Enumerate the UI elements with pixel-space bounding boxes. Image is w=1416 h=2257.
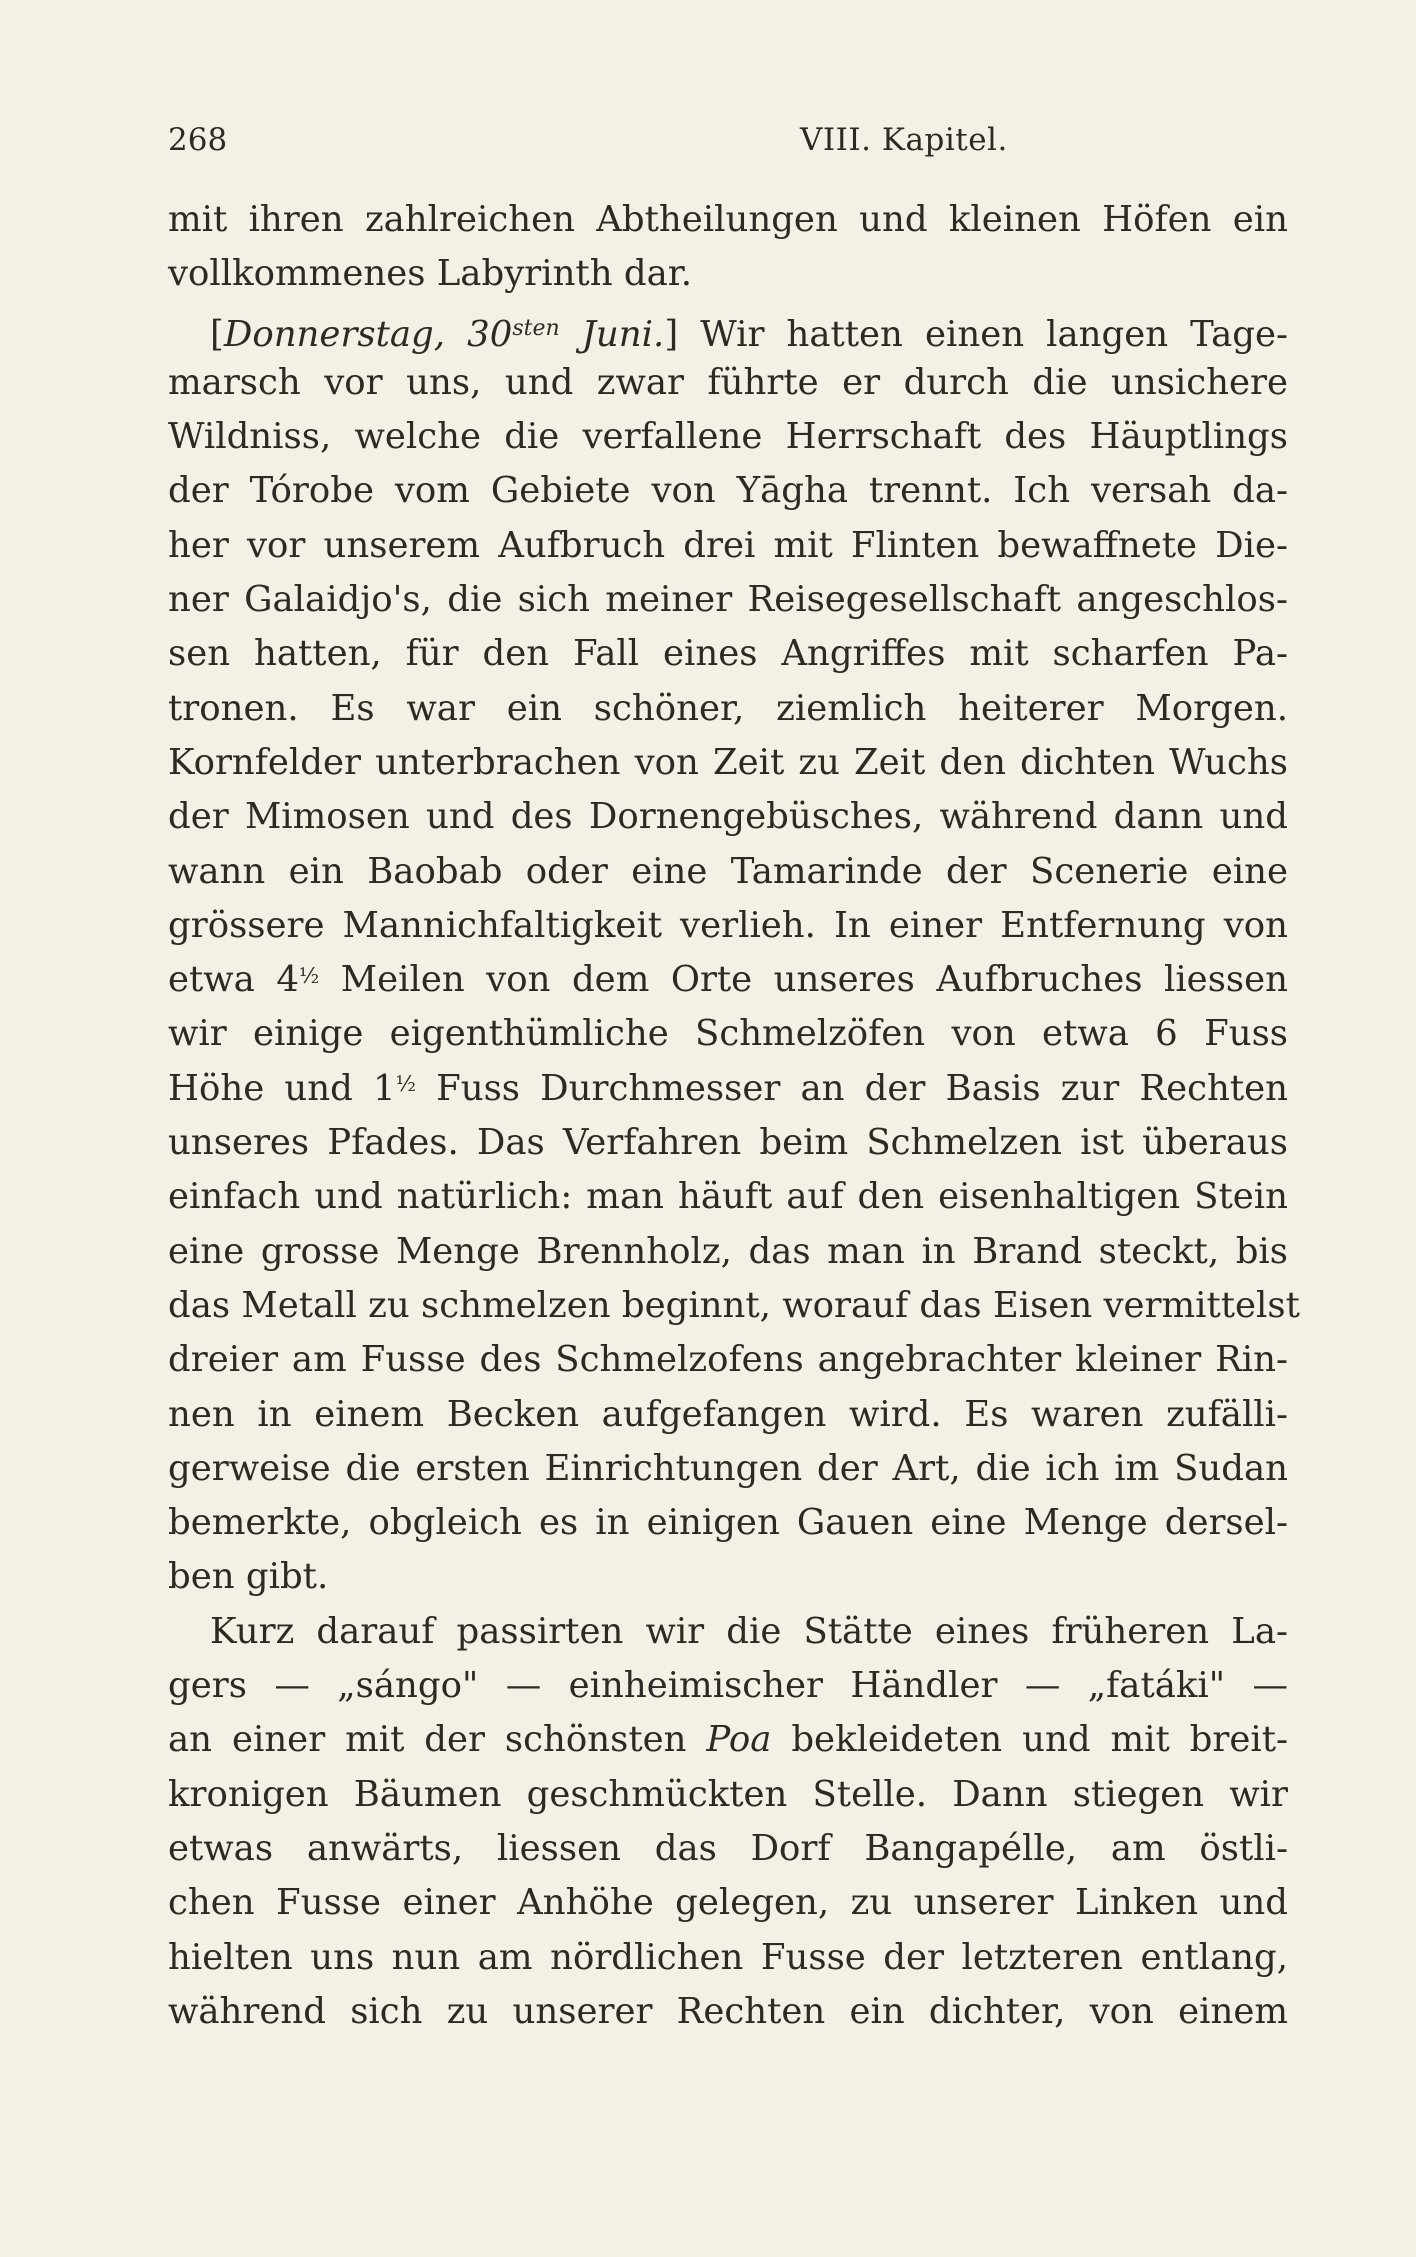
- text-line-fraction: [168, 953, 1288, 1007]
- text-line: bemerkte, obgleich es in einigen Gauen eine Menge dersel-: [168, 1502, 1288, 1544]
- text-line: hielten uns nun am nördlichen Fusse der letzteren entlang,: [168, 1936, 1288, 1978]
- text-line: vollkommenes Labyrinth dar.: [168, 253, 693, 295]
- date-weekday: Donnerstag,: [223, 313, 446, 355]
- text-line: sen hatten, für den Fall eines Angriffes mit scharfen Pa-: [168, 633, 1288, 675]
- poa-before: an einer mit der schönsten: [168, 1719, 707, 1761]
- text-line: wann ein Baobab oder eine Tamarinde der Scenerie eine: [168, 850, 1288, 892]
- text-line: während sich zu unserer Rechten ein dichter, von einem: [168, 1990, 1288, 2032]
- page-number: 268: [168, 122, 228, 158]
- text-line: marsch vor uns, und zwar führte er durch die unsichere: [168, 361, 1288, 403]
- text-line: Kornfelder unterbrachen von Zeit zu Zeit den dichten Wuchs: [168, 741, 1288, 783]
- fraction-half: ½: [298, 963, 320, 988]
- text-line: ben gibt.: [168, 1556, 329, 1598]
- text-line: mit ihren zahlreichen Abtheilungen und kleinen Höfen ein: [168, 199, 1288, 240]
- text-line: grössere Mannichfaltigkeit verlieh. In einer Entfernung von: [168, 904, 1288, 946]
- text-line: eine grosse Menge Brennholz, das man in Brand steckt, bis: [168, 1230, 1288, 1272]
- fraction-after: Fuss Durchmesser an der Basis zur Rechten: [415, 1067, 1289, 1109]
- text-line: etwas anwärts, liessen das Dorf Bangapélle, am östli-: [168, 1827, 1288, 1869]
- text-line: einfach und natürlich: man häuft auf den eisenhaltigen Stein: [168, 1176, 1288, 1218]
- fraction-before: Höhe und 1: [168, 1067, 396, 1109]
- date-day-suffix: sten: [512, 315, 560, 341]
- line-rest: Wir hatten einen langen Tage-: [700, 313, 1288, 355]
- date-close-bracket: ]: [664, 313, 679, 355]
- fraction-after: Meilen von dem Orte unseres Aufbruches liessen: [319, 959, 1288, 1001]
- text-line: kronigen Bäumen geschmückten Stelle. Dann stiegen wir: [168, 1773, 1288, 1815]
- poa-italic: Poa: [706, 1719, 772, 1761]
- text-line-poa: [168, 1713, 1288, 1767]
- running-head: VIII. Kapitel.: [800, 122, 1008, 158]
- fraction-before: etwa 4: [168, 959, 299, 1001]
- date-month: Juni.: [581, 313, 665, 355]
- text-line: Wildniss, welche die verfallene Herrschaft des Häuptlings: [168, 416, 1288, 458]
- text-line: das Metall zu schmelzen beginnt, worauf das Eisen vermittelst: [168, 1284, 1300, 1326]
- date-day: 30: [467, 313, 513, 355]
- date-open-bracket: [: [210, 313, 224, 355]
- text-line: wir einige eigenthümliche Schmelzöfen von etwa 6 Fuss: [168, 1013, 1288, 1055]
- text-line-date: [168, 302, 1288, 356]
- text-line: tronen. Es war ein schöner, ziemlich heiterer Morgen.: [168, 687, 1288, 729]
- text-line-fraction: [168, 1062, 1288, 1116]
- poa-after: bekleideten und mit breit-: [771, 1719, 1288, 1761]
- body-text: [168, 193, 1300, 2039]
- text-line: chen Fusse einer Anhöhe gelegen, zu unserer Linken und: [168, 1882, 1288, 1924]
- fraction-half: ½: [395, 1072, 416, 1097]
- text-line: her vor unserem Aufbruch drei mit Flinten bewaffnete Die-: [168, 524, 1288, 566]
- text-line: der Mimosen und des Dornengebüsches, während dann und: [168, 796, 1288, 838]
- text-line: gers — „sángo" — einheimischer Händler — „fatáki" —: [168, 1665, 1288, 1707]
- text-line: unseres Pfades. Das Verfahren beim Schmelzen ist überaus: [168, 1122, 1288, 1164]
- text-line: gerweise die ersten Einrichtungen der Art, die ich im Sudan: [168, 1447, 1288, 1489]
- text-line: ner Galaidjo's, die sich meiner Reisegesellschaft angeschlos-: [168, 579, 1288, 621]
- text-line: der Tórobe vom Gebiete von Yāgha trennt. Ich versah da-: [168, 470, 1288, 512]
- text-line: dreier am Fusse des Schmelzofens angebrachter kleiner Rin-: [168, 1339, 1288, 1381]
- page-header: [168, 118, 1288, 162]
- text-line: Kurz darauf passirten wir die Stätte eines früheren La-: [210, 1610, 1288, 1652]
- text-line: nen in einem Becken aufgefangen wird. Es waren zufälli-: [168, 1393, 1288, 1435]
